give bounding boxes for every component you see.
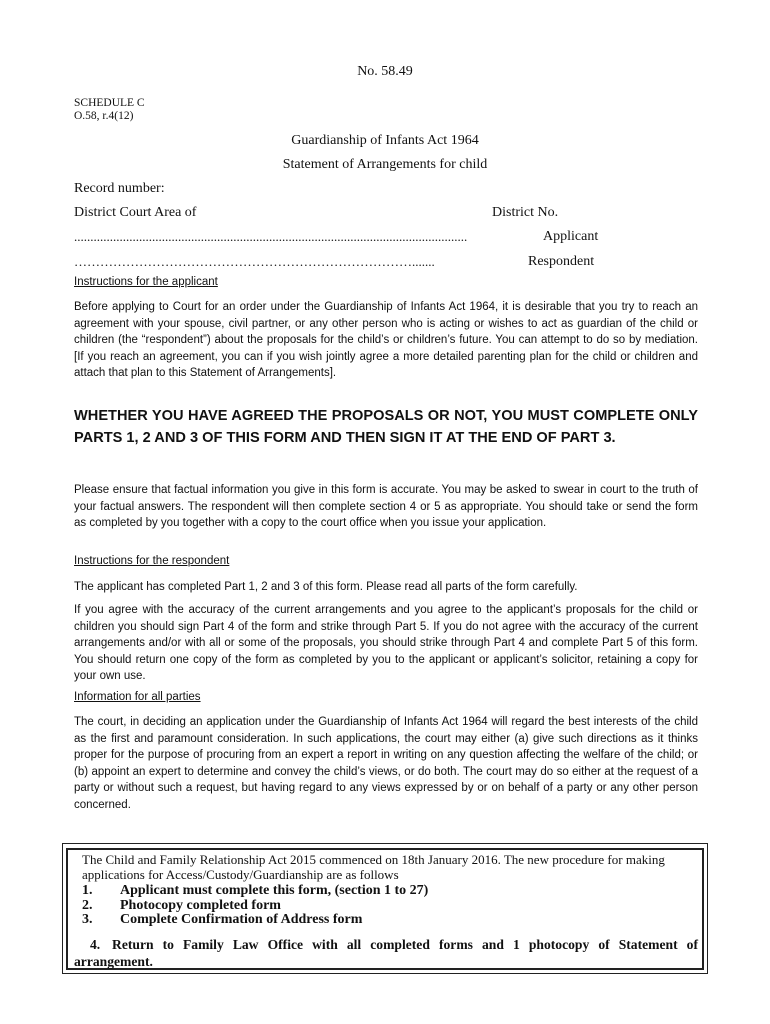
schedule-reference xyxy=(74,97,145,123)
notice-step-2: 2. Photocopy completed form xyxy=(82,897,281,913)
respondent-instructions-paragraph-2: If you agree with the accuracy of the current arrangements and you agree to the applicant’s proposals for the child or children you should sign Part 4 of the form and strike through Part 5. If you do not agree with the accuracy of the current arrangements and/or with all or some of the proposals, you should strike through Part 4 and complete Part 5 of this form. You should return one copy of the form as completed by you to the applicant or applicant’s solicitor, retaining a copy for your own use. xyxy=(74,604,698,683)
notice-intro: The Child and Family Relationship Act 2015 commenced on 18th January 2016. The new procedure for making applications for Access/Custody/Guardianship are as follows xyxy=(82,852,665,882)
respondent-instructions-paragraph-1: The applicant has completed Part 1, 2 and 3 of this form. Please read all parts of the form carefully. xyxy=(74,581,578,593)
form-number: No. 58.49 xyxy=(357,64,413,79)
notice-step-4: 4. Return to Family Law Office with all completed forms and 1 photocopy of Statement of arrangement. xyxy=(74,937,698,969)
all-parties-paragraph: The court, in deciding an application under the Guardianship of Infants Act 1964 will regard the best interests of the child as the first and paramount consideration. In such applications, the court may either (a) give such directions as it thinks proper for the purpose of procuring from an expert a report in writing on any question affecting the welfare of the child; or (b) appoint an expert to determine and convey the child’s views, or do both. The court may do so either at the request of a party or without such a request, but having regard to any views expressed by or on behalf of a party or any other person concerned. xyxy=(74,716,698,811)
statement-title: Statement of Arrangements for child xyxy=(282,157,488,172)
record-number-label: Record number: xyxy=(74,181,165,196)
district-court-area-label: District Court Area of xyxy=(74,205,197,220)
mandatory-completion-notice: WHETHER YOU HAVE AGREED THE PROPOSALS OR NOT, YOU MUST COMPLETE ONLY PARTS 1, 2 AND 3 OF THIS FORM AND THEN SIGN IT AT THE END OF PART 3. xyxy=(74,408,698,446)
applicant-instructions-heading: Instructions for the applicant xyxy=(74,276,218,288)
notice-step-3: 3. Complete Confirmation of Address form xyxy=(82,912,363,927)
all-parties-heading: Information for all parties xyxy=(74,691,201,703)
accuracy-paragraph: Please ensure that factual information you give in this form is accurate. You may be asked to swear in court to the truth of your factual answers. The respondent will then complete section 4 or 5 as appropriate. You should take or send the form as completed by you together with a copy to the court office when you issue your application. xyxy=(74,484,698,530)
district-no-label: District No. xyxy=(492,205,559,220)
notice-step-1: 1. Applicant must complete this form, (section 1 to 27) xyxy=(82,883,429,898)
schedule-label: SCHEDULE C xyxy=(74,97,145,109)
applicant-label: Applicant xyxy=(543,229,599,244)
act-title: Guardianship of Infants Act 1964 xyxy=(291,133,479,148)
applicant-instructions-paragraph: Before applying to Court for an order under the Guardianship of Infants Act 1964, it is desirable that you try to reach an agreement with your spouse, civil partner, or any other person who is acting or wishes to act as guardian of the child or children (the “respondent”) about the proposals for the child’s or children’s future. You can attempt to do so by mediation. [If you reach an agreement, you can if you wish jointly agree a more detailed parenting plan for the child or children and attach that plan to this Statement of Arrangements]. xyxy=(74,301,698,380)
respondent-instructions-heading: Instructions for the respondent xyxy=(74,555,230,567)
respondent-label: Respondent xyxy=(528,254,595,269)
applicant-name-line: ......................................................................................................................... xyxy=(74,229,468,244)
notice-box-content xyxy=(82,853,682,928)
respondent-name-line: ……………………………………………………………………....... xyxy=(74,254,435,269)
rule-label: O.58, r.4(12) xyxy=(74,110,134,122)
